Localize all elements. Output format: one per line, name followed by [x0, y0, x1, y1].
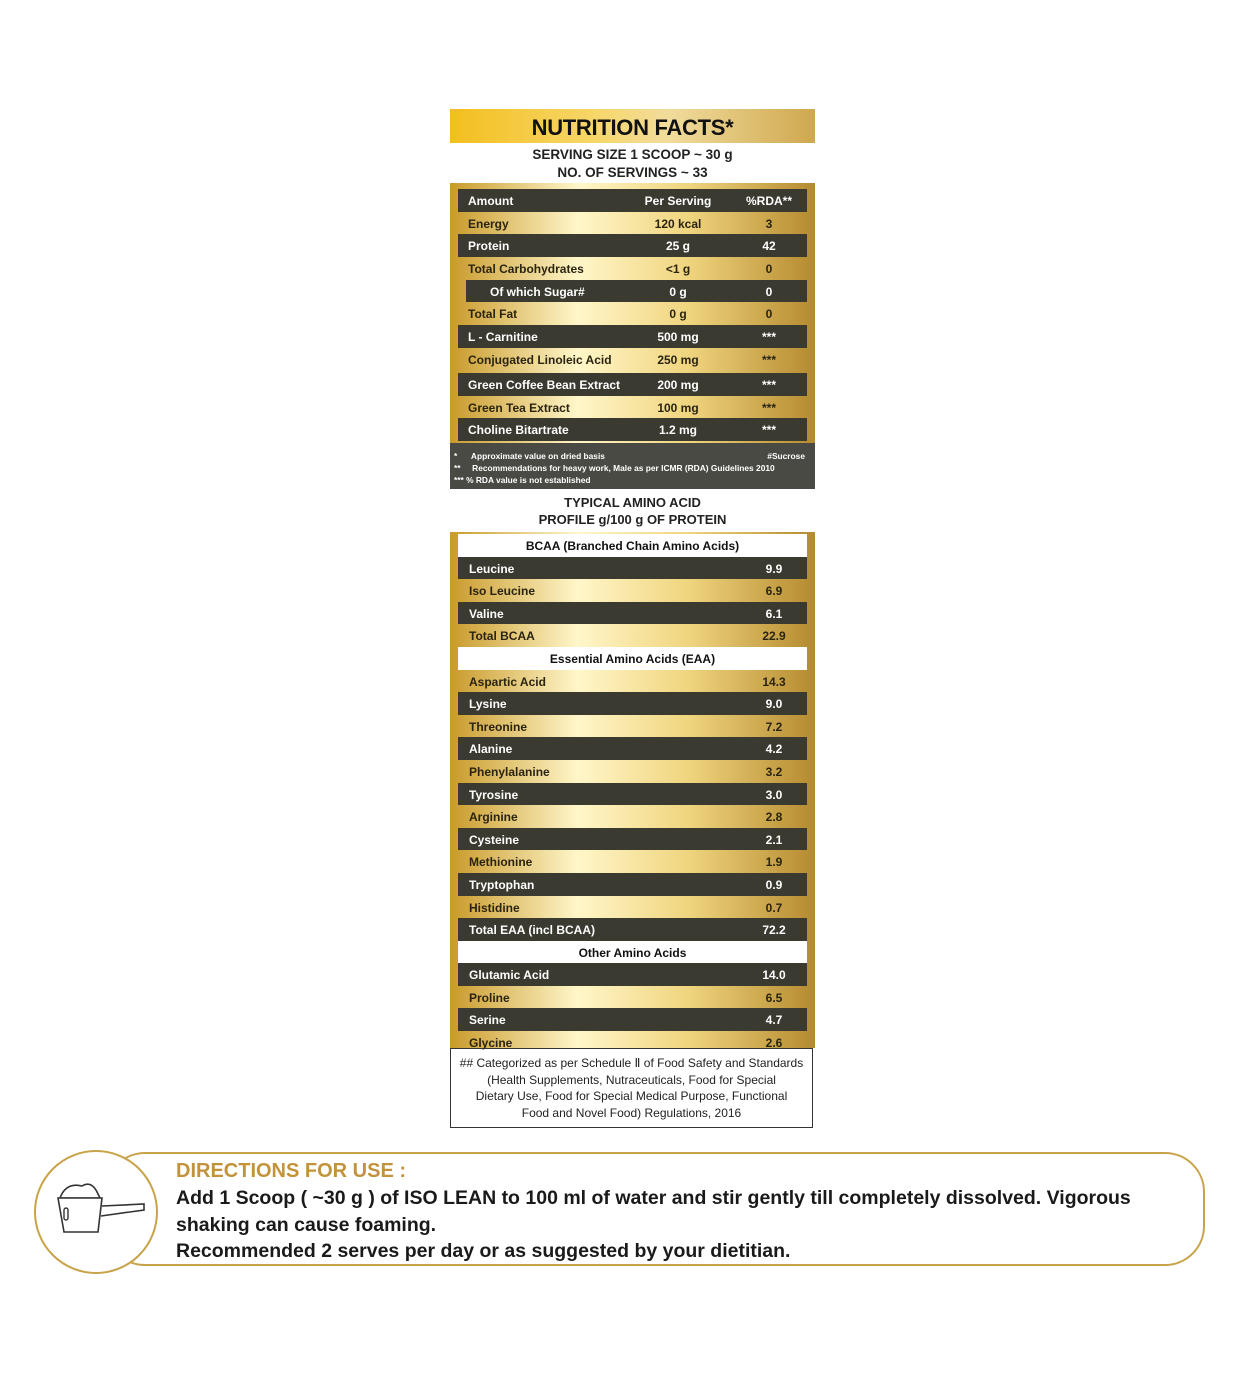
note-line: (Health Supplements, Nutraceuticals, Food for Special [487, 1072, 776, 1087]
header-per-serving: Per Serving [644, 194, 712, 208]
nutrient-name: Green Coffee Bean Extract [468, 377, 621, 392]
servings-count: NO. OF SERVINGS ~ 33 [557, 165, 708, 180]
amino-name: Glycine [469, 1036, 513, 1051]
directions-line: Add 1 Scoop ( ~30 g ) of ISO LEAN to 100 ml of water and stir gently till completely dissolved. Vigorous [176, 1187, 1131, 1209]
section-label: Other Amino Acids [578, 945, 687, 960]
amino-value: 9.0 [765, 697, 783, 712]
nutrient-amount: 0 g [669, 307, 687, 322]
amino-name: Lysine [469, 697, 507, 712]
serving-size: SERVING SIZE 1 SCOOP ~ 30 g [532, 147, 733, 162]
nutrient-rda: *** [761, 330, 776, 345]
nutrition-row [458, 396, 807, 419]
nutrient-amount: 100 mg [657, 400, 699, 415]
nutrient-amount: 500 mg [657, 330, 699, 345]
nutrition-facts-title: NUTRITION FACTS* [450, 109, 815, 143]
nutrition-row [458, 325, 807, 348]
amino-row [458, 828, 807, 851]
nutrient-amount: 25 g [665, 239, 690, 254]
nutrition-footnotes [450, 443, 815, 489]
amino-name: Arginine [469, 810, 518, 825]
nutrient-amount: 250 mg [657, 352, 699, 367]
section-bcaa [458, 534, 807, 557]
amino-name: Alanine [469, 742, 513, 757]
amino-value: 3.0 [765, 787, 783, 802]
amino-name: Histidine [469, 900, 520, 915]
directions-line: shaking can cause foaming. [176, 1214, 437, 1236]
amino-name: Leucine [469, 561, 515, 576]
amino-name: Phenylalanine [469, 764, 550, 779]
amino-value: 4.7 [765, 1013, 783, 1028]
amino-value: 2.8 [765, 810, 783, 825]
nutrient-rda: *** [761, 352, 776, 367]
amino-row [458, 805, 807, 828]
nutrient-rda: 42 [762, 239, 776, 254]
amino-name: Cysteine [469, 832, 520, 847]
amino-value: 9.9 [765, 561, 783, 576]
amino-value: 4.2 [765, 742, 783, 757]
amino-name: Proline [469, 990, 510, 1005]
nutrient-rda: *** [761, 377, 776, 392]
amino-name: Serine [469, 1013, 506, 1028]
nutrient-name: Green Tea Extract [468, 400, 570, 415]
nutrient-rda: 3 [765, 216, 773, 231]
amino-value: 2.1 [765, 832, 783, 847]
amino-row [458, 873, 807, 896]
amino-row [458, 850, 807, 873]
amino-name: Glutamic Acid [469, 968, 550, 983]
footnote-rda-not-established: *** % RDA value is not established [454, 475, 591, 485]
note-line: Dietary Use, Food for Special Medical Purpose, Functional [475, 1089, 788, 1103]
amino-row [458, 624, 807, 647]
nutrition-row [458, 234, 807, 257]
amino-value: 0.9 [765, 877, 783, 892]
section-other [458, 941, 807, 964]
amino-acid-table [450, 532, 815, 1051]
nutrient-rda: *** [761, 400, 776, 415]
nutrient-amount: <1 g [665, 262, 691, 277]
header-amount: Amount [468, 194, 514, 208]
nutrient-amount: 120 kcal [654, 216, 702, 231]
note-line: ## Categorized as per Schedule Ⅱ of Food Safety and Standards [459, 1056, 804, 1070]
amino-row [458, 737, 807, 760]
section-label: Essential Amino Acids (EAA) [549, 651, 716, 666]
nutrient-amount: 200 mg [657, 377, 699, 392]
nutrient-rda: 0 [765, 307, 773, 322]
nutrition-row [458, 257, 807, 280]
section-label: BCAA (Branched Chain Amino Acids) [525, 539, 740, 553]
amino-row [458, 986, 807, 1009]
nutrient-name: Energy [468, 216, 509, 231]
amino-row [458, 692, 807, 715]
amino-value: 7.2 [765, 719, 783, 734]
scoop-badge [34, 1150, 158, 1274]
amino-row [458, 783, 807, 806]
footnote-sucrose: #Sucrose [767, 451, 805, 461]
header-rda: %RDA** [745, 194, 792, 208]
amino-value: 2.6 [765, 1036, 783, 1051]
amino-name: Threonine [469, 719, 528, 734]
nutrient-amount: 1.2 mg [658, 423, 697, 438]
nutrition-header-row [458, 189, 807, 212]
amino-row [458, 1008, 807, 1031]
amino-name: Iso Leucine [469, 584, 536, 599]
nutrition-table [450, 183, 815, 443]
nutrient-name: Total Carbohydrates [468, 262, 584, 277]
scoop-icon [46, 1176, 150, 1236]
amino-row [458, 557, 807, 580]
amino-row [458, 715, 807, 738]
amino-name: Methionine [469, 855, 533, 870]
amino-value: 14.3 [762, 674, 786, 689]
amino-value: 22.9 [762, 629, 786, 644]
amino-row [458, 602, 807, 625]
amino-name: Total BCAA [469, 629, 535, 644]
footnote-recommendations: ** Recommendations for heavy work, Male as per ICMR (RDA) Guidelines 2010 [454, 463, 775, 473]
amino-row [458, 579, 807, 602]
amino-name: Total EAA (incl BCAA) [469, 923, 595, 938]
directions-line: Recommended 2 serves per day or as suggested by your dietitian. [176, 1240, 791, 1262]
nutrient-name: Choline Bitartrate [468, 423, 569, 438]
amino-value: 72.2 [762, 923, 786, 938]
regulation-note [450, 1048, 813, 1128]
note-line: Food and Novel Food) Regulations, 2016 [521, 1105, 742, 1120]
nutrient-name: L - Carnitine [468, 330, 538, 345]
amino-row [458, 963, 807, 986]
nutrient-name: Protein [468, 239, 510, 254]
amino-value: 6.9 [765, 584, 783, 599]
amino-name: Aspartic Acid [469, 674, 546, 689]
amino-value: 14.0 [762, 968, 786, 983]
nutrient-name: Total Fat [468, 307, 518, 322]
amino-row [458, 918, 807, 941]
amino-value: 3.2 [765, 764, 783, 779]
amino-value: 1.9 [765, 855, 783, 870]
nutrition-row [458, 348, 807, 373]
nutrient-rda: *** [761, 423, 776, 438]
nutrition-row [458, 418, 807, 441]
nutrient-name: Of which Sugar# [490, 284, 585, 299]
nutrition-row [466, 280, 807, 303]
amino-name: Tyrosine [469, 787, 519, 802]
amino-value: 0.7 [765, 900, 783, 915]
section-eaa [458, 647, 807, 670]
amino-title-line2: PROFILE g/100 g OF PROTEIN [538, 512, 727, 527]
amino-name: Tryptophan [469, 877, 535, 892]
amino-row [458, 896, 807, 919]
amino-row [458, 760, 807, 783]
nutrient-rda: 0 [765, 284, 773, 299]
nutrition-row [458, 302, 807, 325]
nutrient-rda: 0 [765, 262, 773, 277]
nutrient-amount: 0 g [669, 284, 687, 299]
nutrient-name: Conjugated Linoleic Acid [468, 352, 612, 367]
amino-row [458, 670, 807, 693]
nutrition-row [458, 373, 807, 396]
amino-title-line1: TYPICAL AMINO ACID [564, 495, 701, 510]
directions-title: DIRECTIONS FOR USE : [176, 1160, 407, 1182]
amino-name: Valine [469, 606, 504, 621]
nutrition-row [458, 212, 807, 235]
footnote-approx: * Approximate value on dried basis [454, 451, 605, 461]
amino-value: 6.1 [765, 606, 783, 621]
amino-value: 6.5 [765, 990, 783, 1005]
